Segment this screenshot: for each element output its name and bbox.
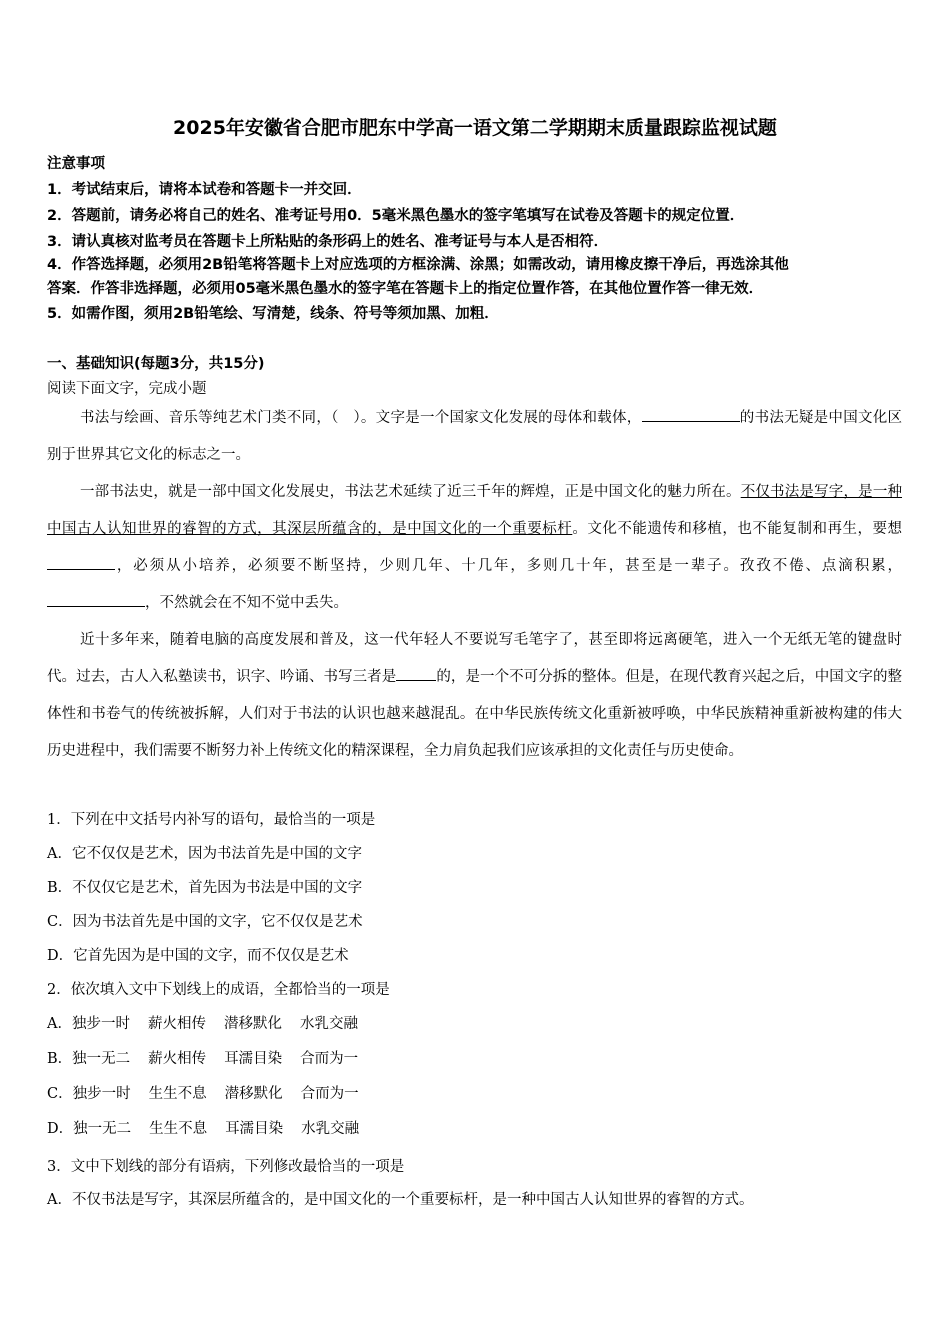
answer-option[interactable] (47, 1047, 358, 1068)
option-text: D．独一无二 (47, 1121, 132, 1137)
answer-option[interactable] (47, 1188, 753, 1209)
option-text: 水乳交融 (299, 1016, 358, 1032)
notice-item: 2．答题前，请务必将自己的姓名、准考证号用0．5毫米黑色墨水的签字笔填写在试卷及答题卡的规定位置． (47, 208, 745, 224)
section-instruction: 阅读下面文字，完成小题 (47, 381, 207, 397)
option-text: 潜移默化 (224, 1086, 283, 1102)
fill-blank (47, 591, 145, 607)
option-text: B．独一无二 (47, 1051, 131, 1067)
fill-blank (642, 406, 740, 422)
option-text: A．独步一时 (47, 1016, 130, 1032)
reading-passage (47, 400, 902, 770)
option-text: 耳濡目染 (225, 1121, 284, 1137)
answer-option[interactable] (47, 1117, 359, 1138)
notice-item: 4．作答选择题，必须用2B铅笔将答题卡上对应选项的方框涂满、涂黑；如需改动，请用橡皮擦干净后，再选涂其他 (47, 257, 789, 273)
option-text: B．不仅仅它是艺术，首先因为书法是中国的文字 (47, 880, 363, 896)
notice-item: 答案．作答非选择题，必须用05毫米黑色墨水的签字笔在答题卡上的指定位置作答，在其他位置作答一律无效． (47, 281, 764, 297)
section-heading: 一、基础知识(每题3分，共15分) (47, 356, 265, 372)
answer-option[interactable] (47, 842, 362, 863)
passage-paragraph-3: 近十多年来，随着电脑的高度发展和普及，这一代年轻人不要说写毛笔字了，甚至即将远离硬笔，进入一个无纸无笔的键盘时代。过去，古人入私塾读书，识字、吟诵、书写三者是 的，是一个不可分拆的整体。但是，在现代教育兴起之后，中国文字的整体性和书卷气的传统被拆解，人们对于书法的认识也越来越混乱。在中华民族传统文化重新被呼唤，中华民族精神重新被构建的伟大历史进程中，我们需要不断努力补上传统文化的精深课程，全力肩负起我们应该承担的文化责任与历史使命。 (47, 632, 903, 759)
answer-option[interactable] (47, 944, 349, 965)
option-text: 薪火相传 (147, 1016, 206, 1032)
option-text: A．它不仅仅是艺术，因为书法首先是中国的文字 (47, 846, 362, 862)
notice-item: 1．考试结束后，请将本试卷和答题卡一并交回． (47, 182, 362, 198)
option-text: 水乳交融 (301, 1121, 360, 1137)
answer-option[interactable] (47, 1012, 358, 1033)
underlined-sentence: 不仅书法是写字，是一种中国古人认知世界的睿智的方式，其深层所蕴含的，是中国文化的一个重要标杆 (47, 484, 903, 537)
option-text: 生生不息 (149, 1121, 208, 1137)
notice-heading: 注意事项 (47, 156, 105, 172)
question-stem: 3．文中下划线的部分有语病，下列修改最恰当的一项是 (47, 1159, 405, 1175)
option-text: 薪火相传 (148, 1051, 207, 1067)
passage-paragraph-2: 一部书法史，就是一部中国文化发展史，书法艺术延续了近三千年的辉煌，正是中国文化的魅力所在。不仅书法是写字，是一种中国古人认知世界的睿智的方式，其深层所蕴含的，是中国文化的一个重要标杆。文化不能遗传和移植，也不能复制和再生，要想，必须从小培养，必须要不断坚持，少则几年、十几年，多则几十年，甚至是一辈子。孜孜不倦、点滴积累，，不然就会在不知不觉中丢失。 (47, 484, 903, 611)
option-text: C．独步一时 (47, 1086, 131, 1102)
notice-item: 5．如需作图，须用2B铅笔绘、写清楚，线条、符号等须加黑、加粗． (47, 306, 499, 322)
option-text: 潜移默化 (223, 1016, 282, 1032)
page-title: 2025年安徽省合肥市肥东中学高一语文第二学期期末质量跟踪监视试题 (173, 117, 777, 139)
answer-option[interactable] (47, 910, 363, 931)
fill-blank (47, 554, 115, 570)
answer-option[interactable] (47, 1082, 359, 1103)
question-stem: 1．下列在中文括号内补写的语句，最恰当的一项是 (47, 812, 376, 828)
fill-blank (396, 665, 436, 681)
option-text: 合而为一 (300, 1051, 359, 1067)
option-text: 生生不息 (148, 1086, 207, 1102)
option-text: A．不仅书法是写字，其深层所蕴含的，是中国文化的一个重要标杆，是一种中国古人认知世界的睿智的方式。 (47, 1192, 754, 1208)
passage-paragraph-1: 书法与绘画、音乐等纯艺术门类不同，（ ）。文字是一个国家文化发展的母体和载体， 的书法无疑是中国文化区别于世界其它文化的标志之一。 (47, 400, 902, 474)
option-text: D．它首先因为是中国的文字，而不仅仅是艺术 (47, 948, 349, 964)
option-text: C．因为书法首先是中国的文字，它不仅仅是艺术 (47, 914, 363, 930)
notice-item: 3．请认真核对监考员在答题卡上所粘贴的条形码上的姓名、准考证号与本人是否相符． (47, 234, 609, 250)
option-text: 合而为一 (300, 1086, 359, 1102)
option-text: 耳濡目染 (224, 1051, 283, 1067)
question-stem: 2．依次填入文中下划线上的成语，全都恰当的一项是 (47, 982, 390, 998)
answer-option[interactable] (47, 876, 362, 897)
